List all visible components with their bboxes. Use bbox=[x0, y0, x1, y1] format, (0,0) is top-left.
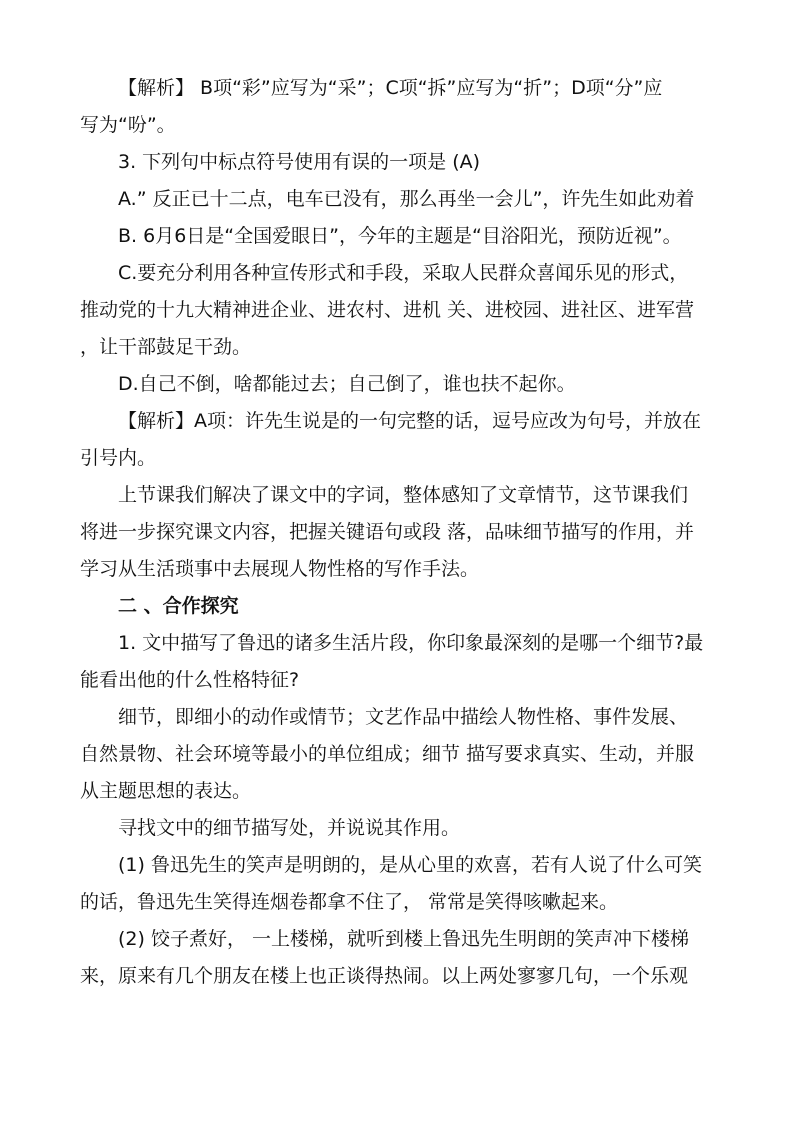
intro-line-3: 学习从生活琐事中去展现人物性格的写作手法。 bbox=[80, 558, 480, 580]
option-a: A.” 反正已十二点，电车已没有，那么再坐一会儿”，许先生如此劝着 bbox=[118, 188, 695, 210]
detail-def-line-3: 从主题思想的表达。 bbox=[80, 780, 252, 802]
analysis-line-1: 【解析】 B项“彩”应写为“采”；C项“拆”应写为“折”；D项“分”应 bbox=[118, 77, 663, 99]
analysis-2-line-2: 引号内。 bbox=[80, 447, 157, 469]
question-1-line-2: 能看出他的什么性格特征? bbox=[80, 669, 300, 691]
option-d: D.自己不倒，啥都能过去；自己倒了，谁也扶不起你。 bbox=[118, 373, 576, 395]
detail-def-line-2: 自然景物、社会环境等最小的单位组成；细节 描写要求真实、生动，并服 bbox=[80, 743, 695, 765]
task-line: 寻找文中的细节描写处，并说说其作用。 bbox=[118, 817, 461, 839]
intro-line-2: 将进一步探究课文内容，把握关键语句或段 落，品味细节描写的作用，并 bbox=[80, 521, 695, 543]
question-1-line-1: 1. 文中描写了鲁迅的诸多生活片段，你印象最深刻的是哪一个细节?最 bbox=[118, 632, 704, 654]
document-page bbox=[80, 70, 720, 995]
option-c-line-3: ，让干部鼓足干劲。 bbox=[80, 336, 252, 358]
example-2-line-2: 来，原来有几个朋友在楼上也正谈得热闹。以上两处寥寥几句，一个乐观 bbox=[80, 965, 689, 987]
example-1-line-1: (1) 鲁迅先生的笑声是明朗的，是从心里的欢喜，若有人说了什么可笑 bbox=[118, 854, 702, 876]
detail-def-line-1: 细节，即细小的动作或情节；文艺作品中描绘人物性格、事件发展、 bbox=[118, 706, 689, 728]
analysis-line-2: 写为“吩”。 bbox=[80, 114, 176, 136]
intro-line-1: 上节课我们解决了课文中的字词，整体感知了文章情节，这节课我们 bbox=[118, 484, 689, 506]
analysis-2-line-1: 【解析】A项：许先生说是的一句完整的话，逗号应改为句号，并放在 bbox=[118, 410, 701, 432]
example-1-line-2: 的话，鲁迅先生笑得连烟卷都拿不住了， 常常是笑得咳嗽起来。 bbox=[80, 891, 619, 913]
section-heading: 二 、合作探究 bbox=[118, 595, 239, 617]
question-3: 3. 下列句中标点符号使用有误的一项是 (A) bbox=[118, 151, 481, 173]
example-2-line-1: (2) 饺子煮好， 一上楼梯，就听到楼上鲁迅先生明朗的笑声冲下楼梯 bbox=[118, 928, 689, 950]
option-c-line-2: 推动党的十九大精神进企业、进农村、进机 关、进校园、进社区、进军营 bbox=[80, 299, 695, 321]
option-c-line-1: C.要充分利用各种宣传形式和手段，采取人民群众喜闻乐见的形式， bbox=[118, 262, 689, 284]
option-b: B. 6月6日是“全国爱眼日”，今年的主题是“目浴阳光，预防近视”。 bbox=[118, 225, 682, 247]
